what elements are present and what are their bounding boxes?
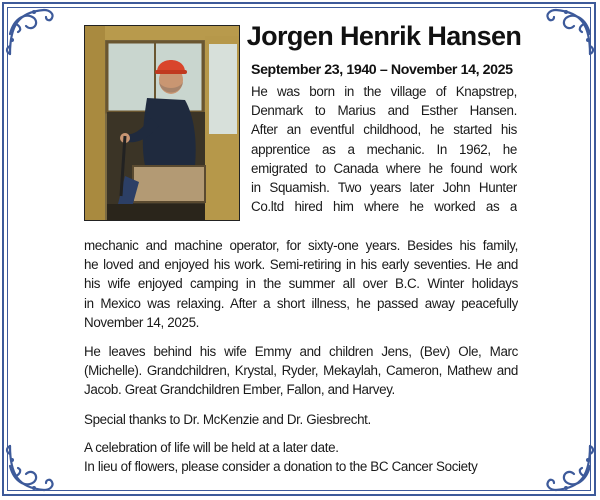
biography-text-full xyxy=(84,236,518,332)
corner-ornament-icon xyxy=(540,440,596,496)
text-line: After an eventful childhood, he started his xyxy=(251,122,517,138)
text-line: He leaves behind his wife Emmy and children Jens, (Bev) Ole, Marc xyxy=(84,344,518,359)
text-line: in Mexico was relaxing. After a short illness, he passed away peacefully xyxy=(84,295,518,311)
text-line: emigrated to Canada where he found work xyxy=(251,160,517,176)
text-line: (Michelle). Grandchildren, Krystal, Ryder, Mekaylah, Cameron, Mathew and xyxy=(84,363,518,379)
family-paragraph xyxy=(84,342,518,400)
text-line: he loved and enjoyed his work. Semi-retiring in his early seventies. He and xyxy=(84,257,518,273)
text-line: mechanic and machine operator, for sixty-one years. Besides his family, xyxy=(84,238,518,253)
deceased-name: Jorgen Henrik Hansen xyxy=(246,21,522,51)
corner-ornament-icon xyxy=(540,4,596,60)
text-line: Jacob. Great Grandchildren Ember, Fallon, and Harvey. xyxy=(84,382,395,398)
portrait-illustration xyxy=(85,26,240,221)
corner-ornament-icon xyxy=(4,4,60,60)
flowers-line: In lieu of flowers, please consider a donation to the BC Cancer Society xyxy=(84,459,478,474)
thanks-line: Special thanks to Dr. McKenzie and Dr. Giesbrecht. xyxy=(84,412,371,427)
portrait-photo xyxy=(84,25,240,221)
text-line: Denmark to Marius and Esther Hansen. xyxy=(251,103,517,119)
text-line: Co.ltd hired him where he worked as a xyxy=(251,199,517,215)
corner-ornament-icon xyxy=(4,440,60,496)
biography-text-right xyxy=(251,82,517,216)
text-line: apprentice as a mechanic. In 1962, he xyxy=(251,141,517,157)
life-dates: September 23, 1940 – November 14, 2025 xyxy=(251,62,513,78)
text-line: in Squamish. Two years later John Hunter xyxy=(251,179,517,195)
text-line: November 14, 2025. xyxy=(84,314,200,330)
text-line: his wife enjoyed camping in the summer all over B.C. Winter holidays xyxy=(84,276,518,292)
celebration-line: A celebration of life will be held at a later date. xyxy=(84,440,339,455)
text-line: He was born in the village of Knapstrep, xyxy=(251,84,517,99)
